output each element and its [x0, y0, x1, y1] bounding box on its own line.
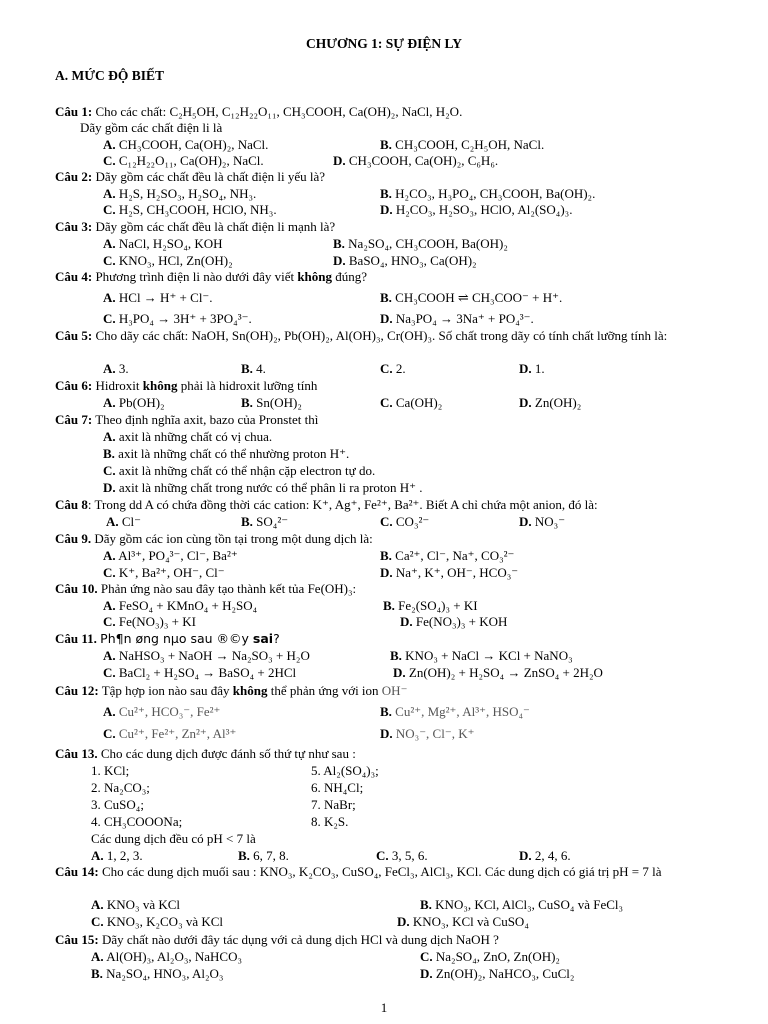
- option-c[interactable]: [380, 361, 406, 377]
- option-a[interactable]: [106, 514, 141, 530]
- option-text: Pb(OH)₂: [118, 395, 165, 410]
- chapter-title: CHƯƠNG 1: SỰ ĐIỆN LY: [305, 36, 462, 51]
- option-key: A.: [103, 290, 116, 305]
- option-b[interactable]: [420, 897, 623, 913]
- option-key: A.: [91, 848, 104, 863]
- question-stem: Cho các chất: C₂H₅OH, C₁₂H₂₂O₁₁, CH₃COOH, Ca(OH)₂, NaCl, H₂O.: [95, 104, 463, 119]
- question-label: Câu 1:: [55, 104, 93, 119]
- section-title: A. MỨC ĐỘ BIẾT: [55, 68, 165, 83]
- option-key: A.: [103, 186, 116, 201]
- option-key: A.: [103, 236, 116, 251]
- question-stem: Cho các dung dịch muối sau : KNO₃, K₂CO₃, CuSO₄, FeCl₃, AlCl₃, KCl. Các dung dịch có giá trị pH = 7 là: [101, 864, 662, 879]
- question-label: Câu 4:: [55, 269, 93, 284]
- option-text: CH₃COOH ⇌ CH₃COO⁻ + H⁺.: [395, 290, 563, 305]
- option-text: Fe(NO₃)₃ + KI: [118, 614, 196, 629]
- option-d[interactable]: [380, 202, 572, 218]
- option-b[interactable]: [103, 446, 349, 462]
- option-b[interactable]: [91, 966, 223, 982]
- option-text: axit là những chất có thể nhường proton H⁺.: [118, 446, 350, 461]
- option-key: D.: [519, 848, 532, 863]
- option-text: Zn(OH)₂, NaHCO₃, CuCl₂: [435, 966, 575, 981]
- option-text: 3, 5, 6.: [391, 848, 428, 863]
- question-4: [55, 269, 715, 285]
- option-key: D.: [380, 311, 393, 326]
- option-text: H₂CO₃, H₃PO₄, CH₃COOH, Ba(OH)₂.: [395, 186, 596, 201]
- option-key: D.: [519, 395, 532, 410]
- question-label: Câu 9.: [55, 531, 92, 546]
- option-text: 3.: [118, 361, 129, 376]
- option-c[interactable]: [420, 949, 560, 965]
- option-d[interactable]: [333, 153, 498, 169]
- question-label: Câu 2:: [55, 169, 93, 184]
- option-key: B.: [383, 598, 395, 613]
- option-c[interactable]: [103, 726, 236, 742]
- question-label: Câu 3:: [55, 219, 93, 234]
- option-text: CH₃COOH, C₂H₅OH, NaCl.: [395, 137, 545, 152]
- option-text: K⁺, Ba²⁺, OH⁻, Cl⁻: [118, 565, 225, 580]
- option-d[interactable]: [380, 565, 518, 581]
- option-key: C.: [380, 514, 393, 529]
- option-a[interactable]: [103, 548, 238, 564]
- option-b[interactable]: [238, 848, 289, 864]
- option-key: A.: [103, 548, 116, 563]
- question-label: Câu 13.: [55, 746, 98, 761]
- option-c[interactable]: [103, 614, 196, 630]
- option-text: KNO₃, KCl, AlCl₃, CuSO₄ và FeCl₃: [435, 897, 624, 912]
- option-key: B.: [380, 704, 392, 719]
- option-key: C.: [380, 361, 393, 376]
- option-key: D.: [397, 914, 410, 929]
- option-d[interactable]: [380, 726, 474, 742]
- option-text: CO₃²⁻: [395, 514, 430, 529]
- option-text: H₂S, CH₃COOH, HClO, NH₃.: [118, 202, 277, 217]
- option-text: NO₃⁻, Cl⁻, K⁺: [395, 726, 475, 741]
- option-a[interactable]: [91, 848, 143, 864]
- question-12: [55, 683, 715, 699]
- option-a[interactable]: [103, 648, 310, 664]
- option-key: D.: [333, 253, 346, 268]
- option-d[interactable]: [103, 480, 423, 496]
- page-number: 1: [380, 1000, 388, 1015]
- option-key: D.: [519, 514, 532, 529]
- option-text: NaCl, H₂SO₄, KOH: [118, 236, 223, 251]
- option-d[interactable]: [420, 966, 574, 982]
- question-stem-end: phải là hidroxit lưỡng tính: [177, 378, 318, 393]
- option-key: B.: [238, 848, 250, 863]
- option-key: C.: [103, 202, 116, 217]
- option-text: NO₃⁻: [534, 514, 566, 529]
- option-key: D.: [393, 665, 406, 680]
- option-d[interactable]: [397, 914, 529, 930]
- option-text: Zn(OH)₂: [534, 395, 582, 410]
- option-key: A.: [106, 514, 119, 529]
- question-2: [55, 169, 715, 185]
- option-text: C₁₂H₂₂O₁₁, Ca(OH)₂, NaCl.: [118, 153, 264, 168]
- question-stem-line2: Dãy gồm các chất điện li là: [80, 120, 223, 135]
- option-b[interactable]: [380, 137, 544, 153]
- question-7: [55, 412, 715, 428]
- option-text: NaHSO₃ + NaOH → Na₂SO₃ + H₂O: [118, 648, 310, 663]
- question-stem: Dãy gồm các ion cùng tồn tại trong một dung dịch là:: [94, 531, 373, 546]
- option-b[interactable]: [383, 598, 478, 614]
- option-text: Fe(NO₃)₃ + KOH: [415, 614, 508, 629]
- option-key: D.: [420, 966, 433, 981]
- ion-symbol: OH⁻: [381, 683, 408, 698]
- option-key: C.: [103, 665, 116, 680]
- option-key: A.: [103, 704, 116, 719]
- option-key: D.: [380, 202, 393, 217]
- option-d[interactable]: [519, 361, 545, 377]
- option-text: KNO₃ + NaCl → KCl + NaNO₃: [405, 648, 573, 663]
- option-c[interactable]: [103, 153, 264, 169]
- option-text: Na₃PO₄ → 3Na⁺ + PO₄³⁻.: [395, 311, 534, 326]
- option-key: B.: [241, 361, 253, 376]
- option-c[interactable]: [380, 514, 429, 530]
- question-10: [55, 581, 715, 597]
- option-c[interactable]: [376, 848, 428, 864]
- option-key: D.: [380, 726, 393, 741]
- option-text: 4.: [256, 361, 266, 376]
- list-item: 5. Al₂(SO₄)₃;: [311, 763, 379, 778]
- option-text: BaCl₂ + H₂SO₄ → BaSO₄ + 2HCl: [118, 665, 297, 680]
- option-text: axit là những chất có thể nhận cặp electron tự do.: [118, 463, 376, 478]
- option-a[interactable]: [103, 704, 220, 720]
- question-stem-bold: không: [297, 269, 333, 284]
- option-b[interactable]: [380, 186, 595, 202]
- option-b[interactable]: [241, 361, 266, 377]
- option-text: H₃PO₄ → 3H⁺ + 3PO₄³⁻.: [118, 311, 252, 326]
- question-label: Câu 6:: [55, 378, 93, 393]
- option-text: axit là những chất có vị chua.: [118, 429, 273, 444]
- option-d[interactable]: [400, 614, 507, 630]
- question-3: [55, 219, 715, 235]
- option-key: B.: [380, 186, 392, 201]
- option-key: D.: [519, 361, 532, 376]
- option-text: HCl → H⁺ + Cl⁻.: [118, 290, 213, 305]
- question-stem: Ph¶n øng nµo sau ®©y: [100, 631, 253, 646]
- question-stem: Dãy gồm các chất đều là chất điện li yếu là?: [95, 169, 326, 184]
- option-c[interactable]: [103, 202, 277, 218]
- question-stem: Phản ứng nào sau đây tạo thành kết tủa Fe(OH)₃:: [100, 581, 357, 596]
- option-b[interactable]: [241, 514, 288, 530]
- option-key: A.: [91, 949, 104, 964]
- option-key: A.: [103, 361, 116, 376]
- question-11: [55, 631, 715, 647]
- option-a[interactable]: [103, 236, 223, 252]
- option-key: A.: [103, 429, 116, 444]
- option-text: Na₂SO₄, HNO₃, Al₂O₃: [106, 966, 224, 981]
- question-1: [55, 104, 715, 120]
- question-5: [55, 328, 715, 344]
- option-key: C.: [103, 153, 116, 168]
- option-key: C.: [380, 395, 393, 410]
- option-text: Zn(OH)₂ + H₂SO₄ → ZnSO₄ + 2H₂O: [408, 665, 603, 680]
- option-d[interactable]: [393, 665, 603, 681]
- option-b[interactable]: [380, 548, 514, 564]
- option-d[interactable]: [380, 311, 534, 327]
- question-6: [55, 378, 715, 394]
- question-15: [55, 932, 715, 948]
- option-b[interactable]: [380, 290, 562, 306]
- question-stem-bold: không: [232, 683, 268, 698]
- option-key: C.: [103, 463, 116, 478]
- option-text: Al³⁺, PO₄³⁻, Cl⁻, Ba²⁺: [118, 548, 238, 563]
- list-item: 6. NH₄Cl;: [311, 780, 364, 795]
- question-stem: Dãy chất nào dưới đây tác dụng với cả dung dịch HCl và dung dịch NaOH ?: [101, 932, 499, 947]
- question-label: Câu 10.: [55, 581, 98, 596]
- question-label: Câu 5:: [55, 328, 93, 343]
- question-stem-bold: không: [142, 378, 178, 393]
- question-stem: Hidroxit: [95, 378, 143, 393]
- option-key: A.: [103, 395, 116, 410]
- list-item: 2. Na₂CO₃;: [91, 780, 150, 795]
- option-text: H₂CO₃, H₂SO₃, HClO, Al₂(SO₄)₃.: [395, 202, 573, 217]
- option-b[interactable]: [390, 648, 573, 664]
- option-text: Cu²⁺, Fe²⁺, Zn²⁺, Al³⁺: [118, 726, 237, 741]
- option-b[interactable]: [380, 704, 530, 720]
- option-text: Al(OH)₃, Al₂O₃, NaHCO₃: [106, 949, 243, 964]
- option-key: D.: [400, 614, 413, 629]
- option-key: C.: [103, 726, 116, 741]
- option-a[interactable]: [103, 186, 256, 202]
- option-text: KNO₃, K₂CO₃ và KCl: [106, 914, 224, 929]
- question-stem: Theo định nghĩa axit, bazo của Pronstet thì: [95, 412, 319, 427]
- question-stem-end: thể phản ứng với ion: [267, 683, 382, 698]
- option-text: Na⁺, K⁺, OH⁻, HCO₃⁻: [395, 565, 519, 580]
- option-text: Ca(OH)₂: [395, 395, 443, 410]
- question-stem: Cho dãy các chất: NaOH, Sn(OH)₂, Pb(OH)₂, Al(OH)₃, Cr(OH)₃. Số chất trong dãy có tính chất lưỡng tính là:: [95, 328, 668, 343]
- option-text: 2, 4, 6.: [534, 848, 571, 863]
- question-14: [55, 864, 715, 880]
- option-a[interactable]: [103, 598, 257, 614]
- option-c[interactable]: [91, 914, 223, 930]
- option-text: 1.: [534, 361, 545, 376]
- option-text: 2.: [395, 361, 406, 376]
- list-item: 1. KCl;: [91, 763, 130, 778]
- option-text: Sn(OH)₂: [256, 395, 302, 410]
- list-item: 8. K₂S.: [311, 814, 349, 829]
- question-label: Câu 8: [55, 497, 88, 512]
- option-key: D.: [380, 565, 393, 580]
- option-text: KNO₃ và KCl: [106, 897, 181, 912]
- option-c[interactable]: [103, 253, 233, 269]
- option-text: BaSO₄, HNO₃, Ca(OH)₂: [348, 253, 477, 268]
- option-a[interactable]: [103, 290, 213, 306]
- option-d[interactable]: [519, 848, 571, 864]
- option-text: Na₂SO₄, ZnO, Zn(OH)₂: [435, 949, 560, 964]
- option-text: axit là những chất trong nước có thể phân li ra proton H⁺ .: [118, 480, 423, 495]
- option-text: Cu²⁺, HCO₃⁻, Fe²⁺: [118, 704, 221, 719]
- option-key: B.: [380, 290, 392, 305]
- option-key: C.: [420, 949, 433, 964]
- question-stem-line2: Các dung dịch đều có pH < 7 là: [91, 831, 256, 846]
- option-text: KNO₃, KCl và CuSO₄: [412, 914, 529, 929]
- question-8: [55, 497, 715, 513]
- list-item: 7. NaBr;: [311, 797, 356, 812]
- question-stem-end: đúng?: [332, 269, 368, 284]
- option-key: D.: [333, 153, 346, 168]
- list-item: 3. CuSO₄;: [91, 797, 144, 812]
- question-13: [55, 746, 715, 762]
- option-text: 6, 7, 8.: [253, 848, 289, 863]
- option-text: KNO₃, HCl, Zn(OH)₂: [118, 253, 233, 268]
- option-text: Ca²⁺, Cl⁻, Na⁺, CO₃²⁻: [395, 548, 515, 563]
- option-key: A.: [103, 648, 116, 663]
- option-a[interactable]: [103, 429, 272, 445]
- option-text: Na₂SO₄, CH₃COOH, Ba(OH)₂: [348, 236, 508, 251]
- option-text: Cu²⁺, Mg²⁺, Al³⁺, HSO₄⁻: [395, 704, 530, 719]
- question-stem: Dãy gồm các chất đều là chất điện li mạnh là?: [95, 219, 336, 234]
- option-key: B.: [380, 137, 392, 152]
- question-label: Câu 11.: [55, 631, 97, 646]
- option-key: C.: [103, 565, 116, 580]
- question-stem: Tập hợp ion nào sau đây: [101, 683, 233, 698]
- question-9: [55, 531, 715, 547]
- option-a[interactable]: [91, 949, 242, 965]
- option-b[interactable]: [333, 236, 508, 252]
- option-text: Cl⁻: [121, 514, 142, 529]
- option-key: C.: [91, 914, 104, 929]
- option-c[interactable]: [380, 395, 442, 411]
- option-a[interactable]: [103, 361, 129, 377]
- option-c[interactable]: [103, 665, 296, 681]
- option-key: C.: [103, 253, 116, 268]
- option-key: A.: [103, 598, 116, 613]
- option-a[interactable]: [103, 395, 165, 411]
- option-key: B.: [420, 897, 432, 912]
- option-d[interactable]: [519, 395, 581, 411]
- option-key: A.: [103, 137, 116, 152]
- question-label: Câu 7:: [55, 412, 93, 427]
- list-item: 4. CH₃COOONa;: [91, 814, 183, 829]
- option-text: Fe₂(SO₄)₃ + KI: [398, 598, 478, 613]
- option-text: 1, 2, 3.: [106, 848, 143, 863]
- question-stem: : Trong dd A có chứa đồng thời các cation: K⁺, Ag⁺, Fe²⁺, Ba²⁺. Biết A chỉ chứa một anion, đó là:: [87, 497, 598, 512]
- option-key: D.: [103, 480, 116, 495]
- option-key: B.: [103, 446, 115, 461]
- option-key: B.: [241, 514, 253, 529]
- option-key: B.: [91, 966, 103, 981]
- option-text: H₂S, H₂SO₃, H₂SO₄, NH₃.: [118, 186, 257, 201]
- option-key: B.: [380, 548, 392, 563]
- question-label: Câu 15:: [55, 932, 99, 947]
- option-c[interactable]: [103, 565, 225, 581]
- question-stem-bold: sai: [252, 631, 274, 646]
- question-label: Câu 12:: [55, 683, 99, 698]
- option-b[interactable]: [241, 395, 302, 411]
- question-stem: Cho các dung dịch được đánh số thứ tự như sau :: [100, 746, 356, 761]
- option-text: SO₄²⁻: [256, 514, 289, 529]
- question-stem: Phương trình điện li nào dưới đây viết: [95, 269, 298, 284]
- option-c[interactable]: [103, 311, 252, 327]
- option-key: B.: [333, 236, 345, 251]
- option-key: B.: [241, 395, 253, 410]
- option-key: C.: [376, 848, 389, 863]
- option-key: A.: [91, 897, 104, 912]
- option-c[interactable]: [103, 463, 375, 479]
- option-text: CH₃COOH, Ca(OH)₂, NaCl.: [118, 137, 269, 152]
- question-label: Câu 14:: [55, 864, 99, 879]
- option-key: B.: [390, 648, 402, 663]
- option-a[interactable]: [103, 137, 268, 153]
- option-d[interactable]: [519, 514, 565, 530]
- question-stem-end: ?: [273, 631, 280, 646]
- option-d[interactable]: [333, 253, 477, 269]
- option-text: FeSO₄ + KMnO₄ + H₂SO₄: [118, 598, 258, 613]
- option-key: C.: [103, 311, 116, 326]
- option-key: C.: [103, 614, 116, 629]
- option-text: CH₃COOH, Ca(OH)₂, C₆H₆.: [348, 153, 499, 168]
- option-a[interactable]: [91, 897, 180, 913]
